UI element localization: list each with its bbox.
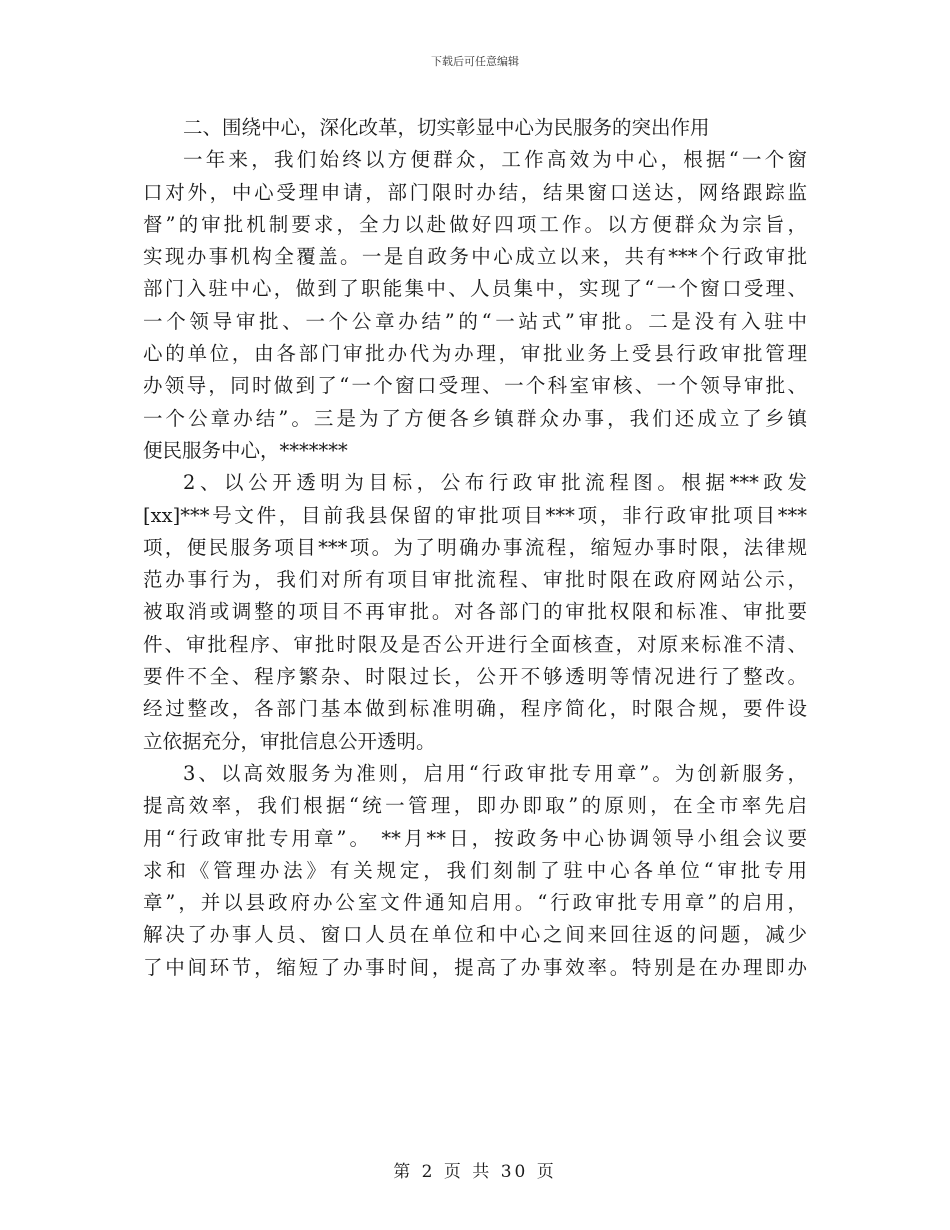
page-header-note: 下载后可任意编辑: [431, 55, 519, 68]
paragraph-line: 心的单位，由各部门审批办代为办理，审批业务上受县行政审批管理: [143, 342, 807, 366]
section-heading: 二、围绕中心，深化改革，切实彰显中心为民服务的突出作用: [183, 116, 710, 139]
paragraph-line: 办领导，同时做到了“一个窗口受理、一个科室审核、一个领导审批、: [143, 374, 807, 398]
paragraph-line: 要件不全、程序繁杂、时限过长，公开不够透明等情况进行了整改。: [143, 665, 807, 689]
paragraph-line: 部门入驻中心，做到了职能集中、人员集中，实现了“一个窗口受理、: [143, 277, 807, 301]
paragraph-line: 一年来，我们始终以方便群众，工作高效为中心，根据“一个窗: [183, 148, 807, 172]
paragraph-line: 3、以高效服务为准则，启用“行政审批专用章”。为创新服务，: [183, 761, 807, 785]
paragraph-line: 一个公章办结”。三是为了方便各乡镇群众办事，我们还成立了乡镇: [143, 406, 807, 430]
paragraph-line: 经过整改，各部门基本做到标准明确，程序简化，时限合规，要件设: [143, 697, 807, 721]
paragraph-line: 督”的审批机制要求，全力以赴做好四项工作。以方便群众为宗旨，: [143, 212, 807, 236]
paragraph-line: 项，便民服务项目***项。为了明确办事流程，缩短办事时限，法律规: [143, 535, 807, 559]
page-number-footer: 第 2 页 共 30 页: [393, 1162, 557, 1182]
paragraph-line: [xx]***号文件，目前我县保留的审批项目***项，非行政审批项目***: [143, 503, 807, 527]
paragraph-line: 解决了办事人员、窗口人员在单位和中心之间来回往返的问题，减少: [143, 923, 807, 947]
paragraph-line: 一个领导审批、一个公章办结”的“一站式”审批。二是没有入驻中: [143, 309, 807, 333]
paragraph-line: 范办事行为，我们对所有项目审批流程、审批时限在政府网站公示，: [143, 568, 807, 592]
paragraph-line: 提高效率，我们根据“统一管理，即办即取”的原则，在全市率先启: [143, 794, 807, 818]
paragraph-line: 用“行政审批专用章”。 **月**日，按政务中心协调领导小组会议要: [143, 826, 807, 850]
paragraph-line: 章”，并以县政府办公室文件通知启用。“行政审批专用章”的启用，: [143, 891, 807, 915]
paragraph-line: 实现办事机构全覆盖。一是自政务中心成立以来，共有***个行政审批: [143, 245, 807, 269]
paragraph-line: 立依据充分，审批信息公开透明。: [143, 729, 436, 753]
paragraph-line: 2、以公开透明为目标，公布行政审批流程图。根据***政发: [183, 471, 807, 495]
document-body: [143, 112, 807, 984]
paragraph-line: 被取消或调整的项目不再审批。对各部门的审批权限和标准、审批要: [143, 600, 807, 624]
paragraph-line: 了中间环节，缩短了办事时间，提高了办事效率。特别是在办理即办: [143, 955, 807, 979]
paragraph-line: 件、审批程序、审批时限及是否公开进行全面核查，对原来标准不清、: [143, 632, 807, 656]
paragraph-line: 求和《管理办法》有关规定，我们刻制了驻中心各单位“审批专用: [143, 858, 807, 882]
paragraph-line: 便民服务中心，*******: [143, 438, 348, 462]
paragraph-line: 口对外，中心受理申请，部门限时办结，结果窗口送达，网络跟踪监: [143, 180, 807, 204]
